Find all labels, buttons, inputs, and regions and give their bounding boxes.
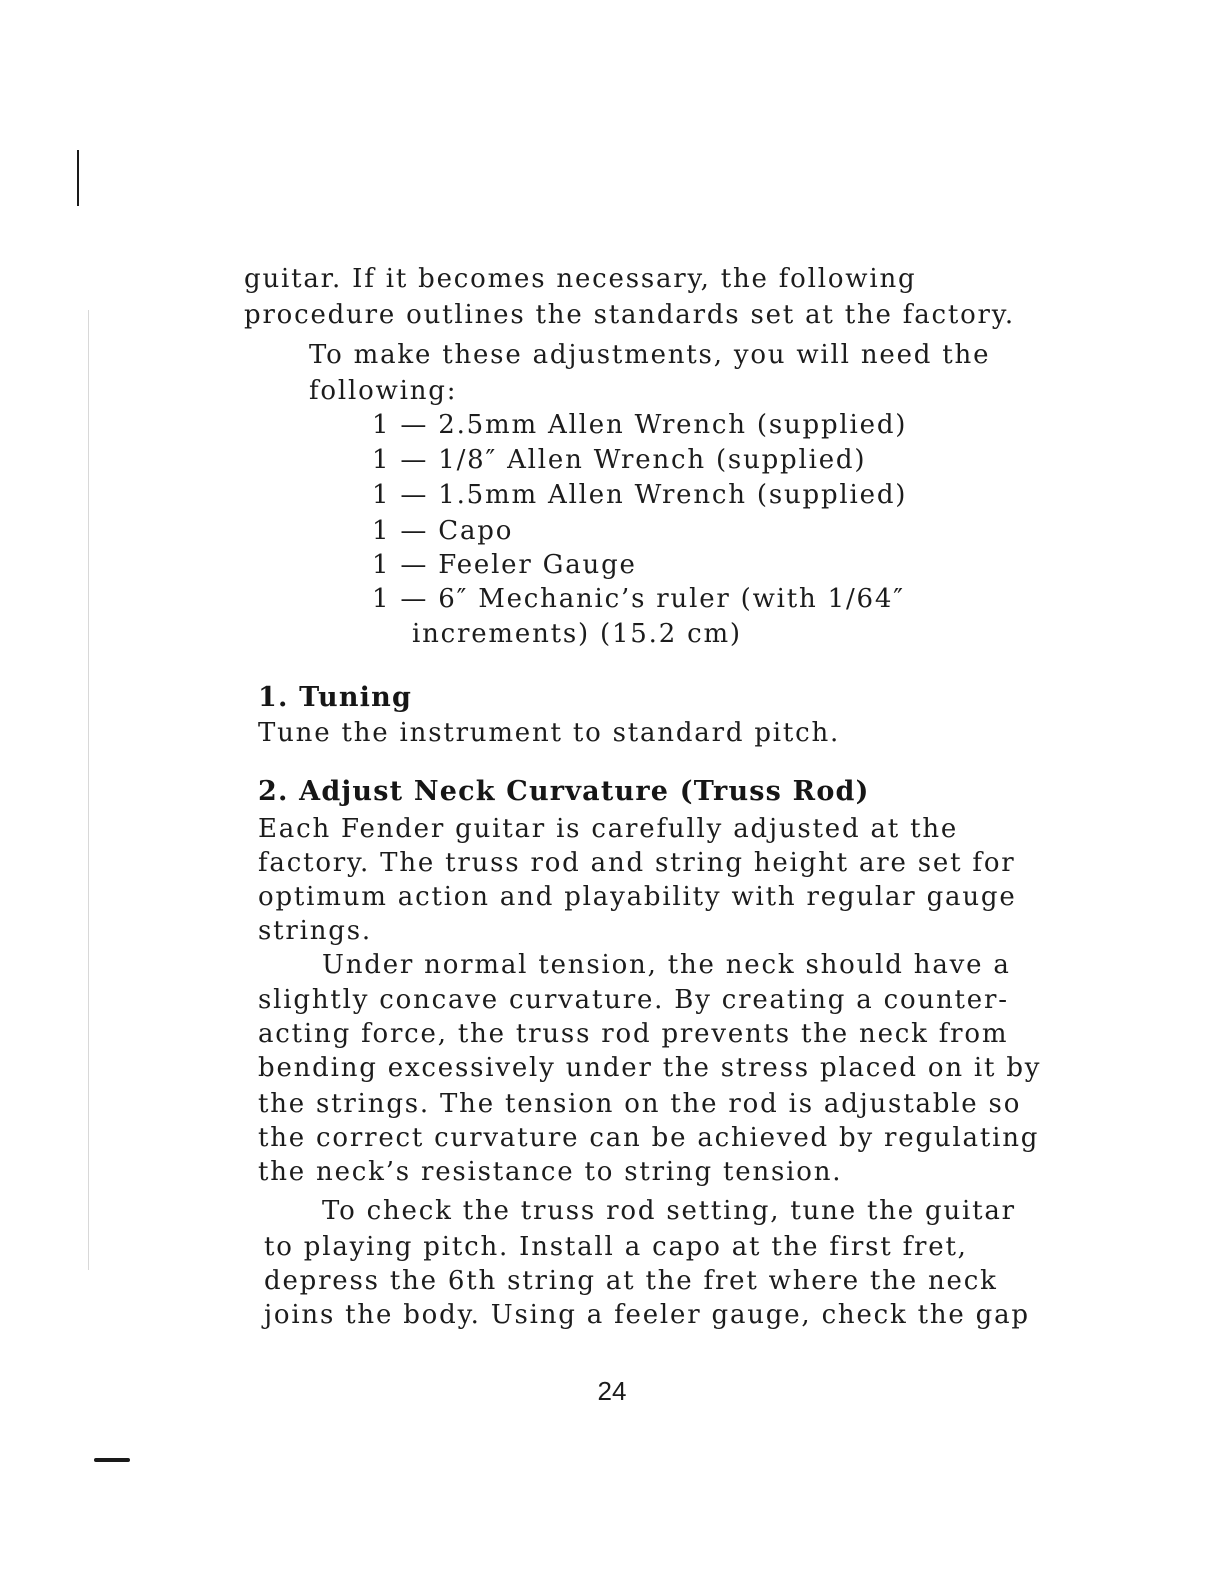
intro-para2-line-2: following: [309,376,458,406]
truss-para3-line: joins the body. Using a feeler gauge, check the gap [264,1300,1030,1330]
intro-line-2: procedure outlines the standards set at the factory. [244,300,1015,330]
page-number: 24 [597,1376,627,1406]
truss-para2-line: slightly concave curvature. By creating a counter- [258,985,1009,1015]
truss-para2-line: the correct curvature can be achieved by regulating [258,1123,1040,1153]
intro-line-1: guitar. If it becomes necessary, the following [244,264,917,294]
truss-para2-line: bending excessively under the stress placed on it by [258,1053,1042,1083]
tool-item: 1 — 2.5mm Allen Wrench (supplied) [372,410,908,440]
scan-edge-mark-bottom [94,1458,130,1462]
section-heading-truss-rod: 2. Adjust Neck Curvature (Truss Rod) [258,776,870,807]
truss-para1-line: Each Fender guitar is carefully adjusted at the [258,814,959,844]
intro-para2-line-1: To make these adjustments, you will need the [309,340,991,370]
section-tuning-body: Tune the instrument to standard pitch. [258,718,841,748]
truss-para3-line: to playing pitch. Install a capo at the first fret, [264,1232,968,1262]
scan-edge-shadow [88,310,89,1270]
tool-item: 1 — Feeler Gauge [372,550,637,580]
truss-para1-line: optimum action and playability with regular gauge [258,882,1017,912]
tool-item: 1 — 1/8″ Allen Wrench (supplied) [372,445,867,475]
truss-para1-line: factory. The truss rod and string height are set for [258,848,1016,878]
scan-edge-mark-top [77,150,79,206]
truss-para2-line: Under normal tension, the neck should have a [322,950,1011,980]
tool-item: 1 — 1.5mm Allen Wrench (supplied) [372,480,908,510]
tool-item-continuation: increments) (15.2 cm) [412,619,742,649]
tool-item: 1 — 6″ Mechanic’s ruler (with 1/64″ [372,584,905,614]
truss-para2-line: the neck’s resistance to string tension. [258,1157,843,1187]
tool-item: 1 — Capo [372,516,514,546]
section-heading-tuning: 1. Tuning [258,682,413,713]
truss-para2-line: the strings. The tension on the rod is adjustable so [258,1089,1022,1119]
truss-para1-line: strings. [258,916,372,946]
truss-para2-line: acting force, the truss rod prevents the neck from [258,1019,1009,1049]
truss-para3-line: depress the 6th string at the fret where the neck [264,1266,998,1296]
truss-para3-line: To check the truss rod setting, tune the guitar [322,1196,1016,1226]
